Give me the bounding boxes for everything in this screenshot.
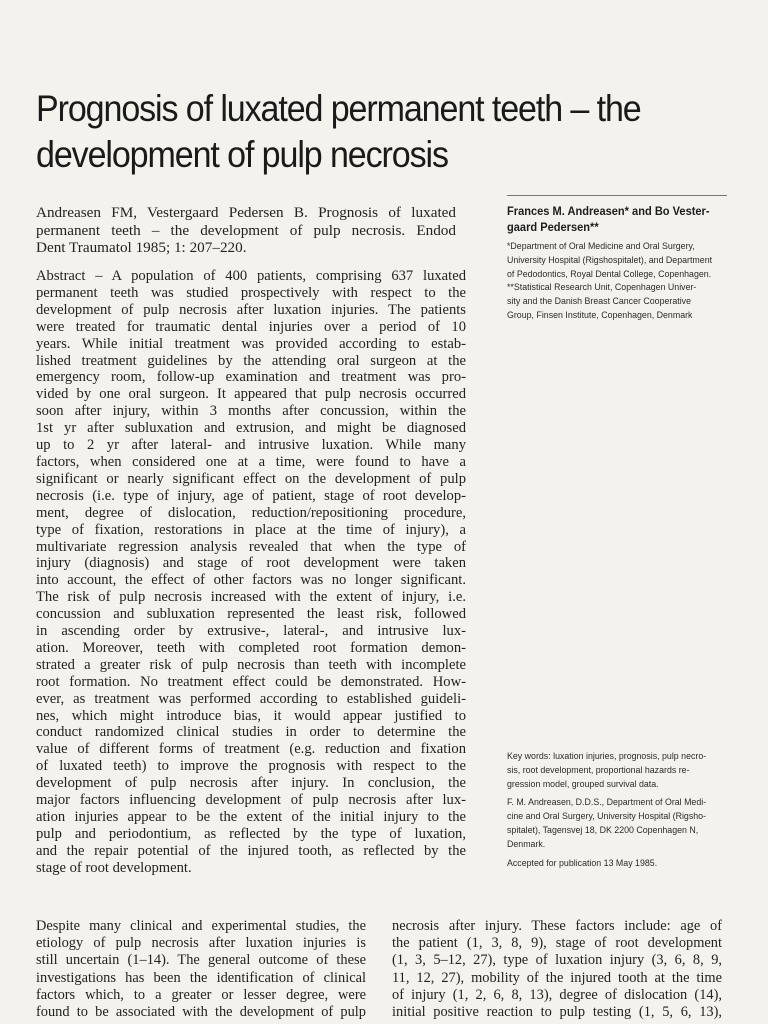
abstract-line: 1st yr after subluxation and extrusion, and might be diagnosed — [36, 420, 466, 437]
citation-line: Dent Traumatol 1985; 1: 207–220. — [36, 239, 247, 256]
abstract-line: and the repair potential of the injured tooth, as reflected by the — [36, 842, 466, 859]
accepted-date — [507, 857, 728, 871]
citation-line: Andreasen FM, Vestergaard Pedersen B. Prognosis of luxated — [36, 204, 456, 221]
correspondence-line: Denmark. — [507, 838, 546, 850]
abstract-line: years. While initial treatment was provided according to estab- — [36, 335, 466, 352]
correspondence-line: F. M. Andreasen, D.D.S., Department of Oral Medi- — [507, 797, 707, 809]
affiliations — [507, 240, 728, 323]
abstract-line: up to 2 yr after lateral- and intrusive luxation. While many — [36, 437, 466, 454]
abstract-line: development of pulp necrosis after luxation injuries. The patients — [36, 301, 466, 318]
abstract-line: factors, when considered one at a time, were found to have a — [36, 453, 466, 470]
abstract-line: ment, degree of dislocation, reduction/repositioning procedure, — [36, 504, 466, 521]
accepted-line: Accepted for publication 13 May 1985. — [507, 857, 658, 869]
abstract-line: major factors influencing development of pulp necrosis after lux- — [36, 792, 466, 809]
abstract-line: nes, which might introduce bias, it would appear justified to — [36, 707, 466, 724]
abstract-line: root formation. No treatment effect could be demonstrated. How- — [36, 673, 466, 690]
article-title — [36, 86, 680, 178]
author-rule — [507, 195, 727, 196]
affiliation-line: *Department of Oral Medicine and Oral Surgery, — [507, 241, 695, 252]
abstract-line: necrosis (i.e. type of injury, age of patient, stage of root develop- — [36, 487, 466, 504]
abstract-line: strated a greater risk of pulp necrosis than teeth with incomplete — [36, 656, 466, 673]
authors — [507, 204, 712, 235]
abstract-line: permanent teeth was studied prospectively with respect to the — [36, 284, 466, 301]
authors-line: Frances M. Andreasen* and Bo Vester- — [507, 204, 710, 218]
abstract-line: stage of root development. — [36, 859, 192, 876]
affiliation-line: of Pedodontics, Royal Dental College, Copenhagen. — [507, 268, 712, 280]
abstract-line: vided by one oral surgeon. It appeared that pulp necrosis occurred — [36, 386, 466, 403]
abstract-line: conduct randomized clinical studies in order to determine the — [36, 724, 466, 741]
abstract-line: ation injuries appear to be the extent of the initial injury to the — [36, 809, 466, 825]
body-line: of injury (1, 2, 6, 8, 13), degree of dislocation (14), — [392, 986, 722, 1003]
abstract-line: ever, as treatment was performed according to established guideli- — [36, 690, 466, 707]
citation-line: permanent teeth – the development of pulp necrosis. Endod — [36, 221, 456, 239]
abstract-line: multivariate regression analysis revealed that when the type of — [36, 538, 466, 555]
body-line: found to be associated with the development of pulp — [36, 1004, 366, 1021]
abstract-line: injury (diagnosis) and stage of root development were taken — [36, 555, 466, 572]
affiliation-line: sity and the Danish Breast Cancer Cooperative — [507, 296, 691, 308]
keywords-line: Key words: luxation injuries, prognosis, pulp necro- — [507, 751, 707, 762]
keywords-block — [507, 750, 728, 875]
body-line: etiology of pulp necrosis after luxation injuries is — [36, 935, 366, 952]
abstract-line: of luxated teeth) to improve the prognosis with respect to the — [36, 758, 466, 775]
abstract-line: emergency room, follow-up examination and treatment was pro- — [36, 369, 466, 386]
abstract-line: Abstract – A population of 400 patients, comprising 637 luxated — [36, 268, 466, 284]
correspondence-line: cine and Oral Surgery, University Hospital (Rigsho- — [507, 811, 706, 823]
body-line: initial positive reaction to pulp testing (1, 5, 6, 13), — [392, 1004, 722, 1021]
body-line: the patient (1, 3, 8, 9), stage of root development — [392, 935, 722, 952]
citation — [36, 204, 456, 257]
keywords-line: gression model, grouped survival data. — [507, 778, 659, 790]
title-line: Prognosis of luxated permanent teeth – the — [36, 88, 641, 129]
abstract-line: lished treatment guidelines by the attending oral surgeon at the — [36, 352, 466, 369]
keywords — [507, 750, 728, 791]
authors-line: gaard Pedersen** — [507, 219, 599, 234]
abstract-line: The risk of pulp necrosis increased with the extent of injury, i.e. — [36, 589, 466, 606]
body-line: (1, 3, 5–12, 27), type of luxation injury (3, 6, 8, 9, — [392, 952, 722, 969]
body-column-left — [36, 918, 366, 1021]
abstract-line: soon after injury, within 3 months after concussion, within the — [36, 403, 466, 420]
body-line: 11, 12, 27), mobility of the injured tooth at the time — [392, 969, 722, 986]
correspondence-line: spitalet), Tagensvej 18, DK 2200 Copenhagen N, — [507, 824, 699, 836]
abstract-line: into account, the effect of other factors was no longer significant. — [36, 572, 466, 589]
correspondence — [507, 796, 728, 851]
abstract-line: development of pulp necrosis after injury. In conclusion, the — [36, 775, 466, 792]
abstract-line: ation. Moreover, teeth with completed root formation demon- — [36, 639, 466, 656]
abstract-line: significant or nearly significant effect on the development of pulp — [36, 470, 466, 487]
affiliation-line: Group, Finsen Institute, Copenhagen, Denmark — [507, 309, 693, 321]
abstract-line: value of different forms of treatment (e.g. reduction and fixation — [36, 741, 466, 758]
title-line: development of pulp necrosis — [36, 134, 448, 175]
abstract-line: in ascending order by extrusive-, lateral-, and intrusive lux- — [36, 623, 466, 640]
body-line: investigations has been the identification of clinical — [36, 969, 366, 986]
abstract-line: concussion and subluxation represented the least risk, followed — [36, 606, 466, 623]
body-line: necrosis after injury. These factors include: age of — [392, 918, 722, 934]
keywords-line: sis, root development, proportional hazards re- — [507, 764, 690, 776]
abstract-line: were treated for traumatic dental injuries over a period of 10 — [36, 318, 466, 335]
body-line: Despite many clinical and experimental studies, the — [36, 918, 366, 934]
affiliation-line: **Statistical Research Unit, Copenhagen Univer- — [507, 282, 697, 294]
body-line: still uncertain (1–14). The general outcome of these — [36, 952, 366, 969]
abstract-line: pulp and periodontium, as reflected by the type of luxation, — [36, 825, 466, 842]
abstract-line: type of fixation, restorations in place at the time of injury), a — [36, 521, 466, 538]
body-line: factors which, to a greater or lesser degree, were — [36, 986, 366, 1003]
abstract — [36, 268, 466, 877]
body-column-right — [392, 918, 722, 1021]
affiliation-line: University Hospital (Rigshospitalet), and Department — [507, 254, 713, 266]
